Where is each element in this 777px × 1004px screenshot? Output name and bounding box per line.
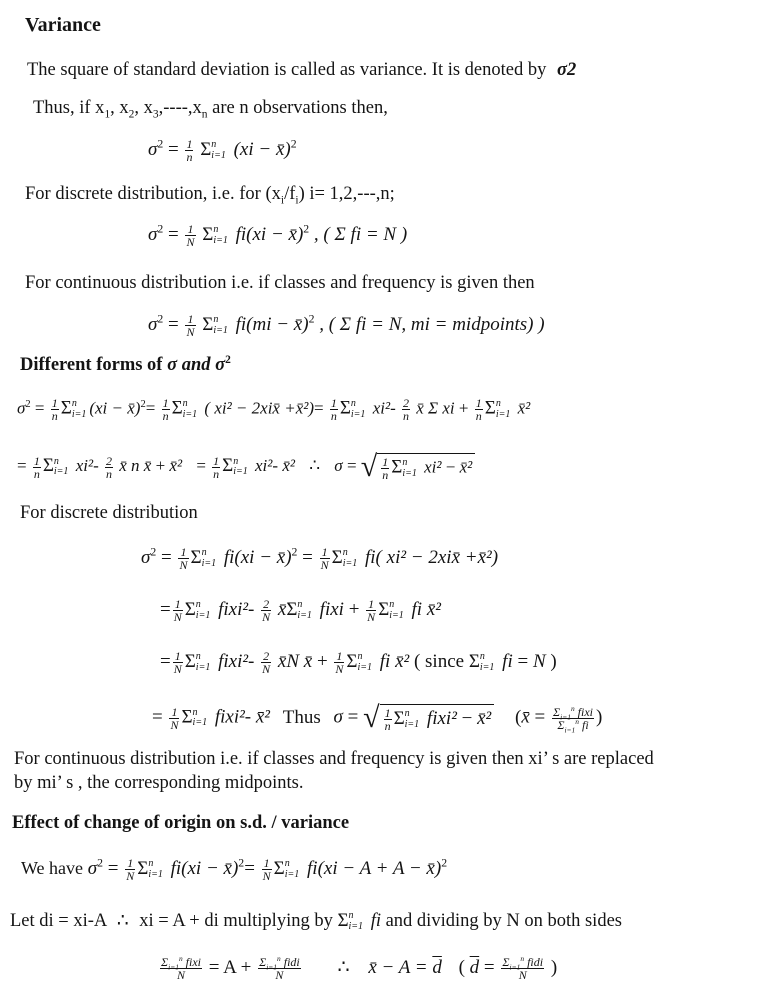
sqrt-sigma-1: √ $\frac{1}{n}$ Σ n i=1 xi² − x̄² — [361, 450, 475, 485]
discrete-step-4: = $\frac{1}{N}$ Σ n i=1 fixi²- x̄² Thus σ = √ $\frac{1}{n}$ Σ n i=1 fixi² − x̄² (x̄ = $\frac{\Sigma_{i=1}^n fixi}{\Sigma_{i=1}^n fi}$ ) — [152, 701, 603, 735]
formula-variance-basic: $\sigma^2$ = $\frac{1}{n}$ Σ n i=1 (xi − x̄)$^2$ — [148, 137, 297, 164]
heading-variance: Variance — [25, 14, 101, 36]
heading-effect: Effect of change of origin on s.d. / variance — [12, 813, 350, 833]
discrete-step-3: = $\frac{1}{N}$ Σ n i=1 fixi²- $\frac{2}{N}$ x̄N x̄ + $\frac{1}{N}$ Σ n i=1 fi x̄² ( since Σ n i=1 fi = N ) — [160, 649, 557, 676]
formula-we-have: We have $\sigma^2$ = $\frac{1}{N}$ Σ n i=1 fi(xi − x̄)$^2$= $\frac{1}{N}$ Σ n i=1 fi(xi − A + A − x̄)$^2$ — [21, 856, 448, 883]
observations-line: Thus, if $x_1$, $x_2$, $x_3,----,x_n$ are n observations then, — [33, 98, 388, 121]
continuous-para-1: For continuous distribution i.e. if classes and frequency is given then xi’ s are replaced — [14, 749, 654, 769]
discrete-step-2: = $\frac{1}{N}$ Σ n i=1 fixi²- $\frac{2}{N}$ x̄Σ n i=1 fixi + $\frac{1}{N}$ Σ n i=1 fi x̄² — [160, 597, 441, 624]
discrete-step-1: $\sigma^2$ = $\frac{1}{N}$ Σ n i=1 fi(xi − x̄)$^2$ = $\frac{1}{N}$ Σ n i=1 fi( xi² − 2xix̄ +x̄²) — [141, 545, 499, 572]
formula-variance-discrete: $\sigma^2$ = $\frac{1}{N}$ Σ n i=1 fi(xi − x̄)$^2$ , ( Σ fi = N ) — [148, 222, 408, 249]
continuous-intro-line: For continuous distribution i.e. if classes and frequency is given then — [25, 273, 535, 293]
intro-text: The square of standard deviation is called as variance. It is denoted by — [27, 60, 547, 80]
formula-expansion-2: = $\frac{1}{n}$ Σ n i=1 xi²- $\frac{2}{n}$ x̄ n x̄ + x̄² = $\frac{1}{n}$ Σ n i=1 xi²- x̄² ∴ σ = √ $\frac{1}{n}$ Σ n i=1 xi² − x̄² — [17, 450, 475, 485]
discrete-intro-line: For discrete distribution, i.e. for $(x_i/f_i)$ i= 1,2,---,n; — [25, 184, 395, 207]
intro-symbol: σ2 — [556, 60, 577, 80]
observations-tail: are n observations then, — [212, 98, 388, 118]
thus-text: Thus, if x — [33, 98, 105, 118]
intro-line — [27, 60, 576, 81]
discrete-label: For discrete distribution — [20, 503, 198, 523]
formula-variance-continuous: $\sigma^2$ = $\frac{1}{N}$ Σ n i=1 fi(mi − x̄)$^2$ , ( Σ fi = N, mi = midpoints) ) — [148, 312, 545, 339]
let-di-line: Let di = xi-A ∴ xi = A + di multiplying by Σ n i=1 fi and dividing by N on both sides — [10, 910, 622, 932]
formula-expansion-1: $\sigma^2$ = $\frac{1}{n}$ Σ n i=1 (xi − x̄)$^2$= $\frac{1}{n}$ Σ n i=1 ( xi² − 2xix̄ +x̄²)= $\frac{1}{n}$ Σ n i=1 xi²- $\frac{2}{n}$ x̄ Σ xi + $\frac{1}{n}$ Σ n i=1 x̄² — [17, 396, 531, 423]
heading-forms: Different forms of σ and $\sigma^2$ — [20, 353, 231, 375]
sqrt-sigma-2: √ $\frac{1}{n}$ Σ n i=1 fixi² − x̄² — [363, 701, 494, 736]
continuous-para-2: by mi’ s , the corresponding midpoints. — [14, 773, 304, 793]
formula-mean-shift: $\frac{\Sigma_{i=1}^n fixi}{N}$ = A + $\frac{\Sigma_{i=1}^n fidi}{N}$ ∴ x̄ − $A = \overline{d}$ ( $\overline{d}$ = $\frac{\Sigma_{i=1}^n fidi}{N}$ ) — [161, 954, 558, 982]
